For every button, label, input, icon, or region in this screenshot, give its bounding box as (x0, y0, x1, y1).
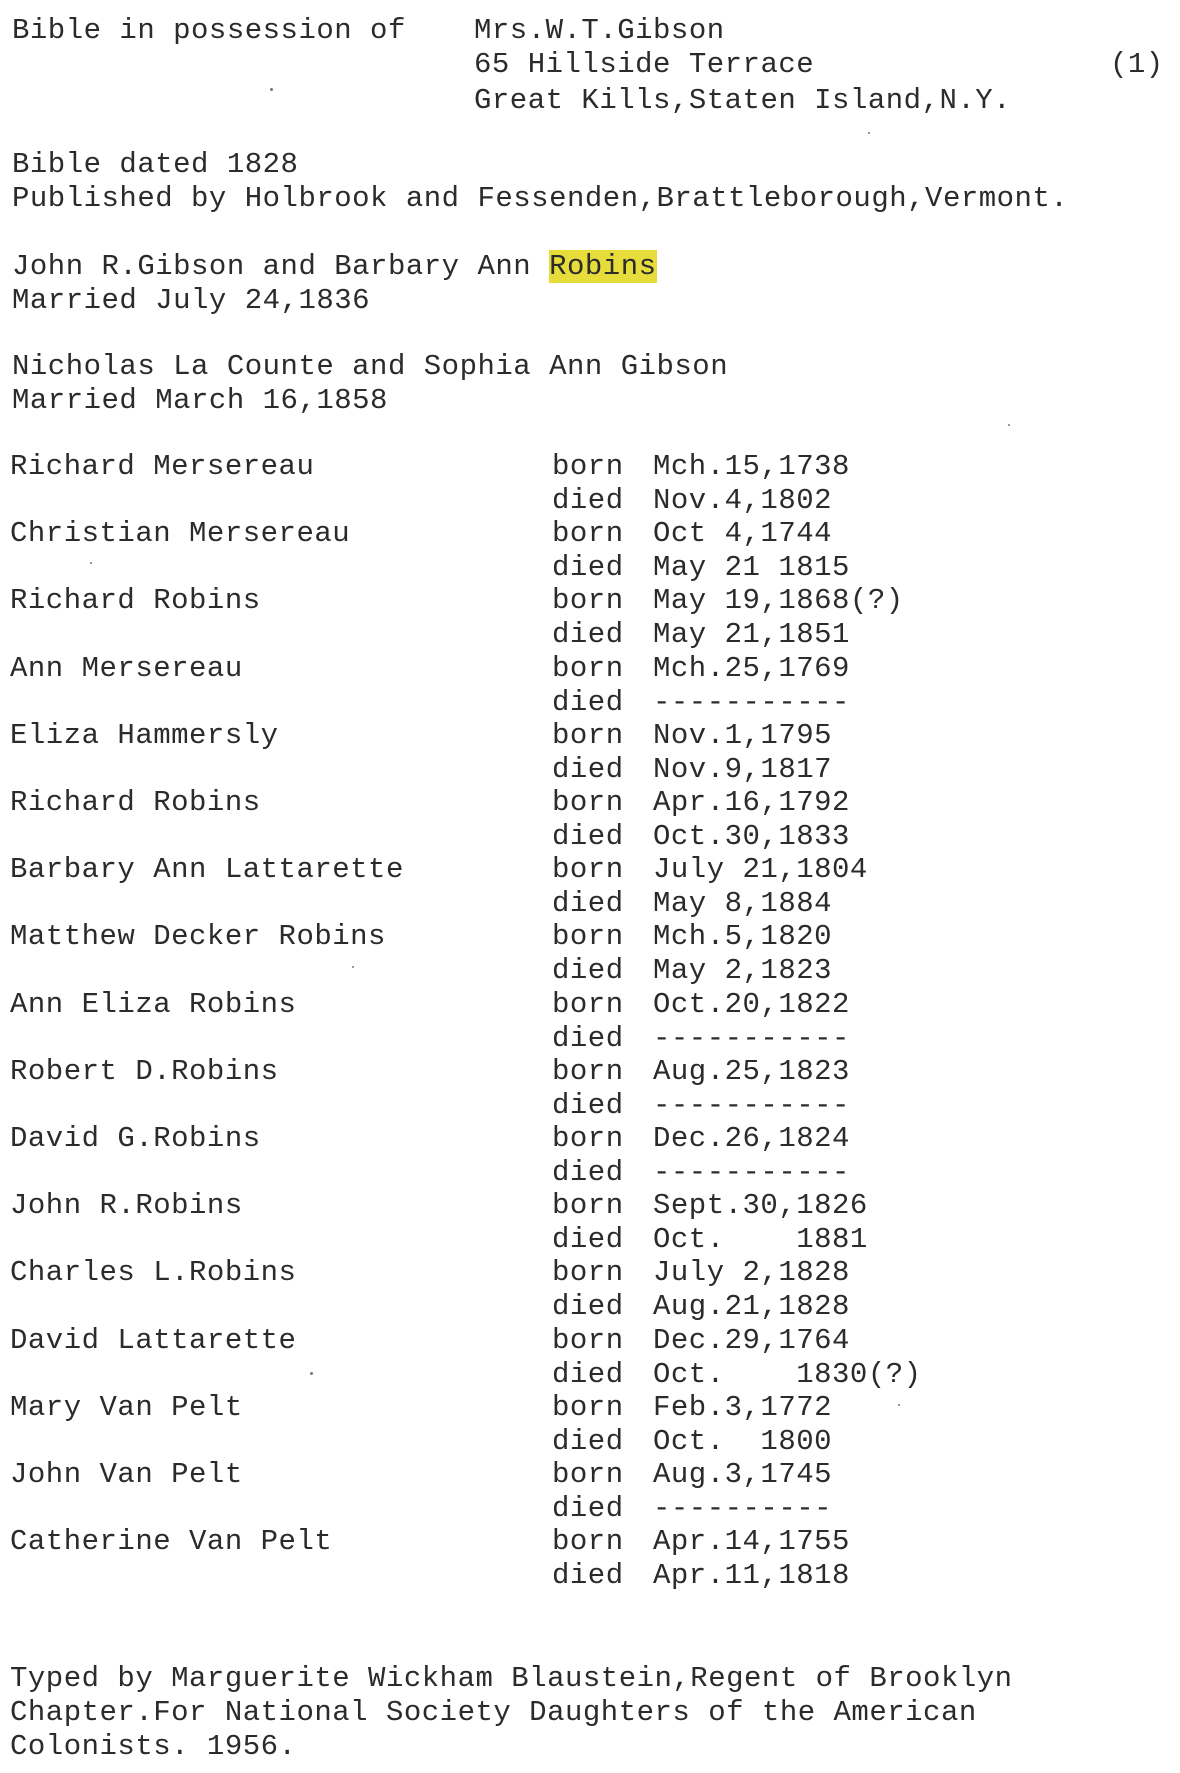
born-label: born (552, 584, 624, 617)
bible-dated: Bible dated 1828 (12, 148, 299, 181)
entry-name: John R.Robins (10, 1189, 243, 1222)
born-date: Mch.5,1820 (653, 920, 833, 953)
entry-name: Robert D.Robins (10, 1055, 279, 1088)
born-label: born (552, 1324, 624, 1357)
died-label: died (552, 484, 624, 517)
died-date: May 2,1823 (653, 954, 833, 987)
marriage-2-couple: Nicholas La Counte and Sophia Ann Gibson (12, 350, 729, 383)
address-line-1: 65 Hillside Terrace (474, 48, 815, 81)
entry-name: Matthew Decker Robins (10, 920, 386, 953)
born-label: born (552, 1391, 624, 1424)
born-date: Aug.3,1745 (653, 1458, 833, 1491)
died-label: died (552, 954, 624, 987)
entry-born (552, 920, 832, 954)
entry-name: Eliza Hammersly (10, 719, 279, 752)
owner-name: Mrs.W.T.Gibson (474, 14, 725, 47)
entry-name: Richard Robins (10, 584, 261, 617)
died-date: ----------- (653, 1089, 850, 1122)
entry-died (552, 551, 850, 585)
born-label: born (552, 920, 624, 953)
owner-prefix: Bible in possession of (12, 14, 406, 47)
entry-name: Mary Van Pelt (10, 1391, 243, 1424)
entry-died (552, 1156, 850, 1190)
paper-speck (352, 966, 354, 968)
entry-name: Ann Mersereau (10, 652, 243, 685)
address-line-2: Great Kills,Staten Island,N.Y. (474, 84, 1012, 117)
born-date: May 19,1868(?) (653, 584, 904, 617)
born-label: born (552, 719, 624, 752)
died-date: Oct.30,1833 (653, 820, 850, 853)
paper-speck (898, 1404, 900, 1406)
died-label: died (552, 1223, 624, 1256)
marriage-1-date: Married July 24,1836 (12, 284, 371, 317)
died-date: Nov.4,1802 (653, 484, 833, 517)
born-label: born (552, 1256, 624, 1289)
born-label: born (552, 1525, 624, 1558)
died-date: May 21,1851 (653, 618, 850, 651)
entry-died (552, 484, 832, 518)
died-label: died (552, 1425, 624, 1458)
paper-speck (270, 88, 273, 91)
entry-born (552, 1458, 832, 1492)
entry-name: David Lattarette (10, 1324, 297, 1357)
died-label: died (552, 1022, 624, 1055)
entry-born (552, 652, 850, 686)
died-date: Aug.21,1828 (653, 1290, 850, 1323)
died-label: died (552, 551, 624, 584)
entry-died (552, 618, 850, 652)
entry-died (552, 686, 850, 720)
entry-born (552, 450, 850, 484)
marriage-1-couple-text: John R.Gibson and Barbary Ann (12, 250, 550, 283)
died-date: Apr.11,1818 (653, 1559, 850, 1592)
born-date: Dec.26,1824 (653, 1122, 850, 1155)
died-label: died (552, 1559, 624, 1592)
died-date: Oct. 1830(?) (653, 1358, 922, 1391)
born-date: Apr.14,1755 (653, 1525, 850, 1558)
entry-died (552, 1290, 850, 1324)
died-label: died (552, 753, 624, 786)
entry-born (552, 1525, 850, 1559)
entry-died (552, 1022, 850, 1056)
born-date: Mch.15,1738 (653, 450, 850, 483)
died-label: died (552, 686, 624, 719)
born-label: born (552, 517, 624, 550)
entry-born (552, 1391, 832, 1425)
born-date: Feb.3,1772 (653, 1391, 833, 1424)
born-date: Dec.29,1764 (653, 1324, 850, 1357)
born-date: Aug.25,1823 (653, 1055, 850, 1088)
born-date: July 2,1828 (653, 1256, 850, 1289)
born-date: Apr.16,1792 (653, 786, 850, 819)
entry-died (552, 1492, 832, 1526)
entry-died (552, 753, 832, 787)
paper-speck (1008, 424, 1010, 426)
entry-born (552, 1324, 850, 1358)
entry-name: Barbary Ann Lattarette (10, 853, 404, 886)
died-date: May 21 1815 (653, 551, 850, 584)
entry-born (552, 853, 868, 887)
entry-died (552, 954, 832, 988)
page-number: (1) (1110, 48, 1164, 81)
entry-born (552, 719, 832, 753)
entry-died (552, 820, 850, 854)
born-label: born (552, 450, 624, 483)
died-date: Oct. 1800 (653, 1425, 833, 1458)
paper-speck (90, 562, 92, 564)
died-label: died (552, 1089, 624, 1122)
entry-died (552, 1425, 832, 1459)
highlighted-surname: Robins (549, 250, 657, 283)
entry-born (552, 1189, 868, 1223)
paper-speck (310, 1372, 313, 1375)
marriage-1-couple (12, 250, 657, 284)
paper-speck (868, 132, 870, 134)
died-date: Oct. 1881 (653, 1223, 868, 1256)
entry-died (552, 1559, 850, 1593)
entry-died (552, 887, 832, 921)
entry-born (552, 1256, 850, 1290)
died-label: died (552, 1156, 624, 1189)
entry-name: David G.Robins (10, 1122, 261, 1155)
entry-name: Charles L.Robins (10, 1256, 297, 1289)
died-label: died (552, 887, 624, 920)
entry-died (552, 1223, 868, 1257)
born-date: July 21,1804 (653, 853, 868, 886)
died-date: May 8,1884 (653, 887, 833, 920)
died-date: Nov.9,1817 (653, 753, 833, 786)
born-date: Nov.1,1795 (653, 719, 833, 752)
entry-name: Richard Mersereau (10, 450, 315, 483)
entry-name: Catherine Van Pelt (10, 1525, 333, 1558)
entry-born (552, 1055, 850, 1089)
born-label: born (552, 652, 624, 685)
born-date: Oct 4,1744 (653, 517, 833, 550)
marriage-2-date: Married March 16,1858 (12, 384, 388, 417)
entry-name: Richard Robins (10, 786, 261, 819)
born-label: born (552, 1458, 624, 1491)
born-date: Oct.20,1822 (653, 988, 850, 1021)
footer-line-1: Typed by Marguerite Wickham Blaustein,Regent of Brooklyn (10, 1662, 1013, 1695)
born-date: Sept.30,1826 (653, 1189, 868, 1222)
died-date: ----------- (653, 1156, 850, 1189)
entry-born (552, 988, 850, 1022)
entry-born (552, 517, 832, 551)
bible-publisher: Published by Holbrook and Fessenden,Brattleborough,Vermont. (12, 182, 1069, 215)
born-date: Mch.25,1769 (653, 652, 850, 685)
born-label: born (552, 853, 624, 886)
entry-died (552, 1358, 922, 1392)
born-label: born (552, 988, 624, 1021)
born-label: born (552, 1189, 624, 1222)
entry-died (552, 1089, 850, 1123)
died-date: ---------- (653, 1492, 833, 1525)
entry-born (552, 786, 850, 820)
entry-born (552, 1122, 850, 1156)
footer-line-2: Chapter.For National Society Daughters of the American (10, 1696, 977, 1729)
died-label: died (552, 618, 624, 651)
died-label: died (552, 1492, 624, 1525)
footer-line-3: Colonists. 1956. (10, 1730, 297, 1763)
died-date: ----------- (653, 1022, 850, 1055)
born-label: born (552, 1122, 624, 1155)
died-label: died (552, 1290, 624, 1323)
died-label: died (552, 1358, 624, 1391)
entry-name: Christian Mersereau (10, 517, 351, 550)
entry-name: Ann Eliza Robins (10, 988, 297, 1021)
entry-born (552, 584, 904, 618)
born-label: born (552, 1055, 624, 1088)
born-label: born (552, 786, 624, 819)
died-date: ----------- (653, 686, 850, 719)
died-label: died (552, 820, 624, 853)
entry-name: John Van Pelt (10, 1458, 243, 1491)
